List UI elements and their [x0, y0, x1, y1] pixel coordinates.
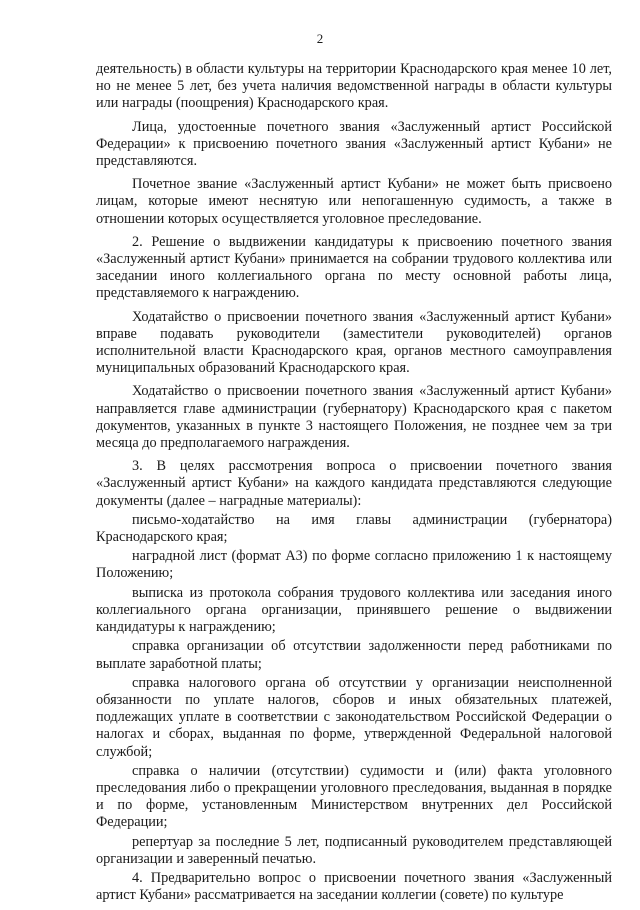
list-item: справка организации об отсутствии задолженности перед работниками по выплате заработной платы; — [96, 638, 612, 672]
document-body — [96, 61, 612, 910]
page-number: 2 — [316, 31, 324, 46]
paragraph: 4. Предварительно вопрос о присвоении почетного звания «Заслуженный артист Кубани» рассматривается на заседании коллегии (совете) по культуре — [96, 869, 612, 904]
list-item: репертуар за последние 5 лет, подписанный руководителем представляющей организации и заверенный печатью. — [96, 833, 612, 867]
paragraph: Ходатайство о присвоении почетного звания «Заслуженный артист Кубани» вправе подавать руководители (заместители руководителей) органов исполнительной власти Краснодарского края, органов местного самоуправления муниципальных образований Краснодарского края. — [96, 308, 612, 377]
paragraph: 2. Решение о выдвижении кандидатуры к присвоению почетного звания «Заслуженный артист Кубани» принимается на собрании трудового коллектива или заседании иного коллегиального органа по месту основной работы лица, представляемого к награждению. — [96, 233, 612, 302]
paragraph: Лица, удостоенные почетного звания «Заслуженный артист Российской Федерации» к присвоению почетного звания «Заслуженный артист Кубани» не представляются. — [96, 118, 612, 170]
list-item: наградной лист (формат А3) по форме согласно приложению 1 к настоящему Положению; — [96, 548, 612, 582]
list-item: выписка из протокола собрания трудового коллектива или заседания иного коллегиального органа организации, принявшего решение о выдвижении кандидатуры к награждению; — [96, 584, 612, 636]
paragraph: Почетное звание «Заслуженный артист Кубани» не может быть присвоено лицам, которые имеют неснятую или непогашенную судимость, а также в отношении которых осуществляется уголовное преследование. — [96, 176, 612, 227]
list-item: справка налогового органа об отсутствии у организации неисполненной обязанности по уплате налогов, сборов и иных обязательных платежей, подлежащих уплате в соответствии с законодательством Российской Федерации о налогах и сборах, выданная по форме, утвержденной Федеральной налоговой службой; — [96, 674, 612, 760]
paragraph: Ходатайство о присвоении почетного звания «Заслуженный артист Кубани» направляется главе администрации (губернатору) Краснодарского края с пакетом документов, указанных в пункте 3 настоящего Положения, не позднее чем за три месяца до предполагаемого награждения. — [96, 383, 612, 452]
list-item: справка о наличии (отсутствии) судимости и (или) факта уголовного преследования либо о прекращении уголовного преследования, выданная в порядке и по форме, установленным Министерством внутренних дел Российской Федерации; — [96, 762, 612, 831]
paragraph: деятельность) в области культуры на территории Краснодарского края менее 10 лет, но не менее 5 лет, без учета наличия ведомственной награды в области культуры или награды (поощрения) Краснодарского края. — [96, 61, 612, 112]
list-item: письмо-ходатайство на имя главы администрации (губернатора) Краснодарского края; — [96, 511, 612, 546]
paragraph: 3. В целях рассмотрения вопроса о присвоении почетного звания «Заслуженный артист Кубани» на каждого кандидата представляются следующие документы (далее – наградные материалы): — [96, 458, 612, 509]
